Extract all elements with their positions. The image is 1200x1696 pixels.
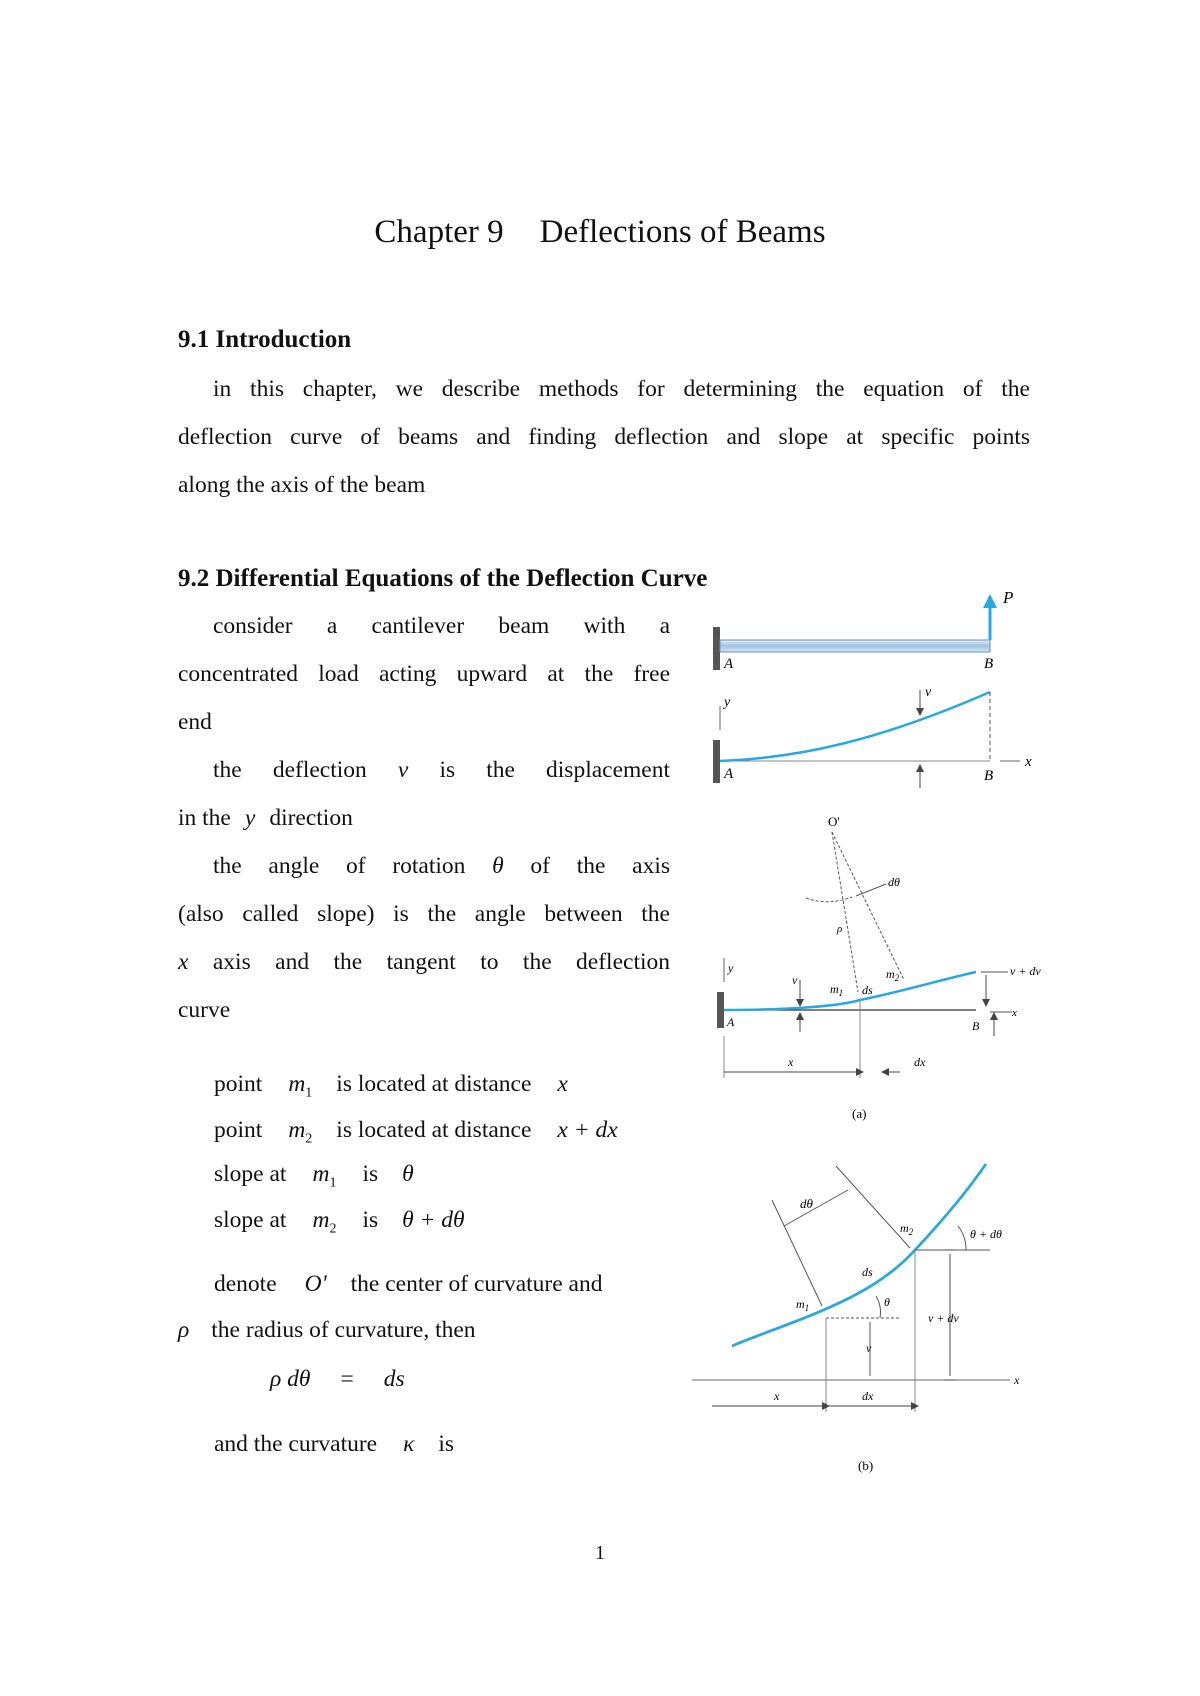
dtheta-arc xyxy=(806,897,852,902)
section-heading-differential: 9.2 Differential Equations of the Deflection Curve xyxy=(178,565,708,592)
para2-line-1: the deflection v is the displacement xyxy=(213,757,671,783)
point-A-label-a: A xyxy=(727,1015,735,1029)
symbol-v: v xyxy=(397,757,409,783)
figure-b-element-detail xyxy=(692,1164,1020,1473)
figure-a-element-geometry xyxy=(717,814,1041,1121)
rho-label: ρ xyxy=(837,923,843,935)
point-m2-line: point $m_2$ is located at distance x + dx xyxy=(214,1117,618,1147)
point-A-label-deflection: A xyxy=(724,766,734,782)
point-m1-line: point $m_1$ is located at distance x xyxy=(214,1071,568,1101)
point-B-label-a: B xyxy=(972,1019,980,1033)
theta-arc-b xyxy=(876,1296,881,1318)
curvature-line: and the curvature κ is xyxy=(214,1431,455,1457)
normal-line-m1 xyxy=(772,1200,822,1306)
point-A-label-top: A xyxy=(724,656,734,672)
page-number: 1 xyxy=(595,1542,605,1564)
theta-label-b: θ xyxy=(884,1295,890,1309)
deflection-curve xyxy=(720,692,990,761)
center-of-curvature-label: O' xyxy=(828,814,840,829)
intro-line-3: along the axis of the beam xyxy=(178,472,426,498)
para1-line-3: end xyxy=(178,709,212,735)
para3-line-3: x axis and the tangent to the deflection xyxy=(178,949,670,975)
dtheta-label: dθ xyxy=(888,875,900,889)
dtheta-leader xyxy=(856,884,886,896)
symbol-theta: θ xyxy=(492,853,504,879)
symbol-O-prime: O' xyxy=(304,1271,327,1297)
figure-deflection-curve xyxy=(713,685,1032,788)
x-label-a-right: x xyxy=(1012,1007,1017,1019)
fixed-support-a xyxy=(717,992,724,1028)
caption-a: (a) xyxy=(852,1106,867,1121)
m2-label-a: $m_2$ xyxy=(886,967,900,983)
theta-dtheta-label-b: θ + dθ xyxy=(970,1227,1002,1241)
denote-line-1: denote O' the center of curvature and xyxy=(214,1271,603,1297)
m2-label-b: $m_2$ xyxy=(900,1221,914,1237)
deflection-curve-a xyxy=(724,972,976,1010)
beam-body xyxy=(720,640,990,652)
symbol-x: x xyxy=(178,949,189,975)
vdv-label-b: v + dv xyxy=(928,1311,959,1325)
dx-dim-label-a: dx xyxy=(914,1055,926,1069)
radius-line-m1 xyxy=(832,832,858,992)
ds-label-b: ds xyxy=(862,1265,873,1279)
v-label-a: v xyxy=(792,973,798,987)
slope-m2-line: slope at $m_2$ is θ + dθ xyxy=(214,1207,465,1237)
x-axis-label: x xyxy=(1025,754,1032,770)
dx-dim-label-b: dx xyxy=(862,1389,874,1403)
x-dim-label-b: x xyxy=(774,1389,780,1403)
v-label-b: v xyxy=(866,1341,872,1355)
m1-label-b: $m_1$ xyxy=(796,1297,810,1313)
intro-line-2: deflection curve of beams and finding deflection and slope at specific points xyxy=(178,424,1030,450)
y-axis-label: y xyxy=(724,695,731,710)
x-axis-label-b: x xyxy=(1014,1373,1020,1387)
fixed-support-deflection xyxy=(713,740,720,783)
x-dim-label-a: x xyxy=(788,1055,794,1069)
point-B-label-top: B xyxy=(984,656,994,672)
chapter-label: Chapter 9 xyxy=(374,214,504,250)
chapter-name: Deflections of Beams xyxy=(539,214,826,250)
v-label: v xyxy=(925,685,932,700)
dtheta-label-b: dθ xyxy=(800,1196,813,1211)
slope-m1-line: slope at $m_1$ is θ xyxy=(214,1161,414,1191)
section-heading-introduction: 9.1 Introduction xyxy=(178,326,352,353)
para3-line-2: (also called slope) is the angle between the xyxy=(178,901,670,927)
point-B-label-deflection: B xyxy=(984,768,994,784)
m1-label-a: $m_1$ xyxy=(830,982,844,998)
load-arrow-head xyxy=(983,594,997,608)
normal-line-m2 xyxy=(836,1166,910,1248)
symbol-rho: ρ xyxy=(178,1317,190,1343)
para2-line-2: in the y direction xyxy=(178,805,353,831)
theta-dtheta-arc xyxy=(958,1226,966,1250)
equation-rho-dtheta: ρ dθ = ds xyxy=(270,1366,405,1392)
dtheta-span-line xyxy=(784,1190,848,1226)
symbol-y: y xyxy=(244,805,256,831)
para1-line-2: concentrated load acting upward at the free xyxy=(178,661,670,687)
vdv-label-a: v + dv xyxy=(1010,964,1041,978)
caption-b: (b) xyxy=(858,1458,874,1473)
symbol-kappa: κ xyxy=(403,1431,415,1457)
para3-line-4: curve xyxy=(178,997,231,1023)
y-label-a: y xyxy=(728,961,734,975)
para3-line-1: the angle of rotation θ of the axis xyxy=(213,853,670,879)
ds-label-a: ds xyxy=(862,983,873,997)
figure-cantilever-beam xyxy=(713,588,1013,672)
intro-line-1: in this chapter, we describe methods for determining the equation of the xyxy=(213,376,1030,402)
para1-line-1: consider a cantilever beam with a xyxy=(213,613,670,639)
load-label-P: P xyxy=(1003,588,1014,607)
fixed-support-top xyxy=(713,627,720,670)
radius-line-m2 xyxy=(832,832,904,980)
denote-line-2: ρ the radius of curvature, then xyxy=(178,1317,476,1343)
